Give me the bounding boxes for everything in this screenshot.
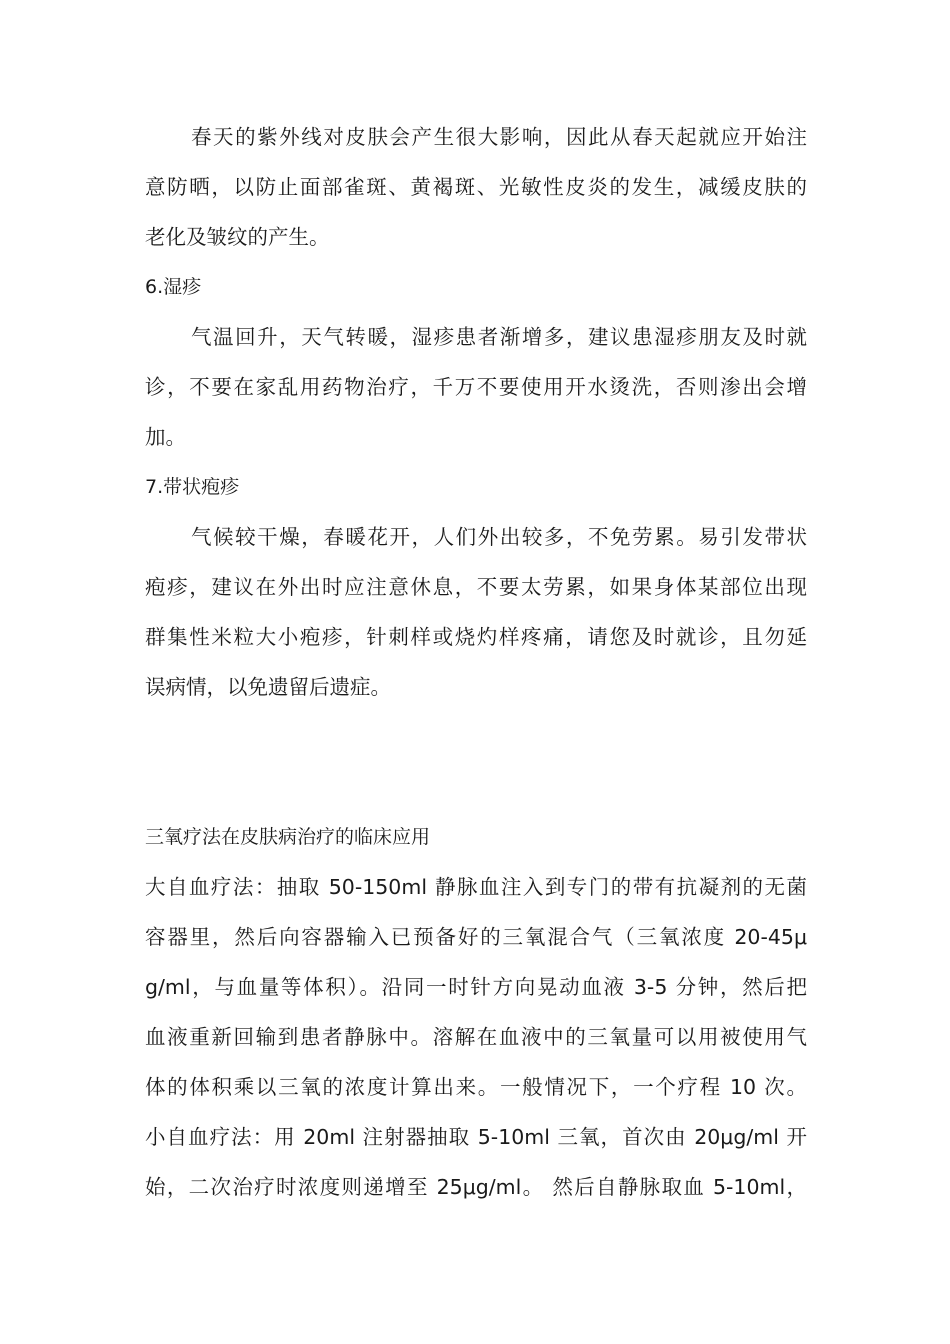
paragraph-line: 加。 xyxy=(145,425,186,449)
paragraph-line: 容器里，然后向容器输入已预备好的三氧混合气（三氧浓度 20-45μ xyxy=(145,925,807,949)
document-page xyxy=(145,112,807,1212)
paragraph-line: 血液重新回输到患者静脉中。溶解在血液中的三氧量可以用被使用气 xyxy=(145,1025,807,1049)
paragraph-line: 意防晒，以防止面部雀斑、黄褐斑、光敏性皮炎的发生，减缓皮肤的 xyxy=(145,175,807,199)
paragraph-line: 诊，不要在家乱用药物治疗，千万不要使用开水烫洗，否则渗出会增 xyxy=(145,375,807,399)
section-heading-shingles: 7.带状疱疹 xyxy=(145,476,240,498)
paragraph-line: 气温回升，天气转暖，湿疹患者渐增多，建议患湿疹朋友及时就 xyxy=(191,325,807,349)
paragraph-line: 老化及皱纹的产生。 xyxy=(145,225,330,249)
paragraph-line: g/ml，与血量等体积）。沿同一时针方向晃动血液 3-5 分钟，然后把 xyxy=(145,975,807,999)
paragraph-shingles xyxy=(145,512,807,712)
paragraph-ozone-therapy xyxy=(145,862,807,1212)
paragraph-line: 气候较干燥，春暖花开，人们外出较多，不免劳累。易引发带状 xyxy=(191,525,807,549)
paragraph-line: 误病情，以免遗留后遗症。 xyxy=(145,675,391,699)
paragraph-line: 始，二次治疗时浓度则递增至 25μg/ml。 然后自静脉取血 5-10ml， xyxy=(145,1175,807,1199)
paragraph-eczema xyxy=(145,312,807,462)
paragraph-line: 小自血疗法：用 20ml 注射器抽取 5-10ml 三氧，首次由 20μg/ml 开 xyxy=(145,1125,807,1149)
blank-space xyxy=(145,712,807,812)
paragraph-sun-protection xyxy=(145,112,807,262)
paragraph-line: 大自血疗法：抽取 50-150ml 静脉血注入到专门的带有抗凝剂的无菌 xyxy=(145,875,807,899)
paragraph-line: 体的体积乘以三氧的浓度计算出来。一般情况下，一个疗程 10 次。 xyxy=(145,1075,807,1099)
paragraph-line: 春天的紫外线对皮肤会产生很大影响，因此从春天起就应开始注 xyxy=(191,125,807,149)
paragraph-line: 疱疹，建议在外出时应注意休息，不要太劳累，如果身体某部位出现 xyxy=(145,575,807,599)
section-title-ozone-therapy: 三氧疗法在皮肤病治疗的临床应用 xyxy=(145,826,431,848)
section-heading-eczema: 6.湿疹 xyxy=(145,276,202,298)
paragraph-line: 群集性米粒大小疱疹，针刺样或烧灼样疼痛，请您及时就诊，且勿延 xyxy=(145,625,807,649)
